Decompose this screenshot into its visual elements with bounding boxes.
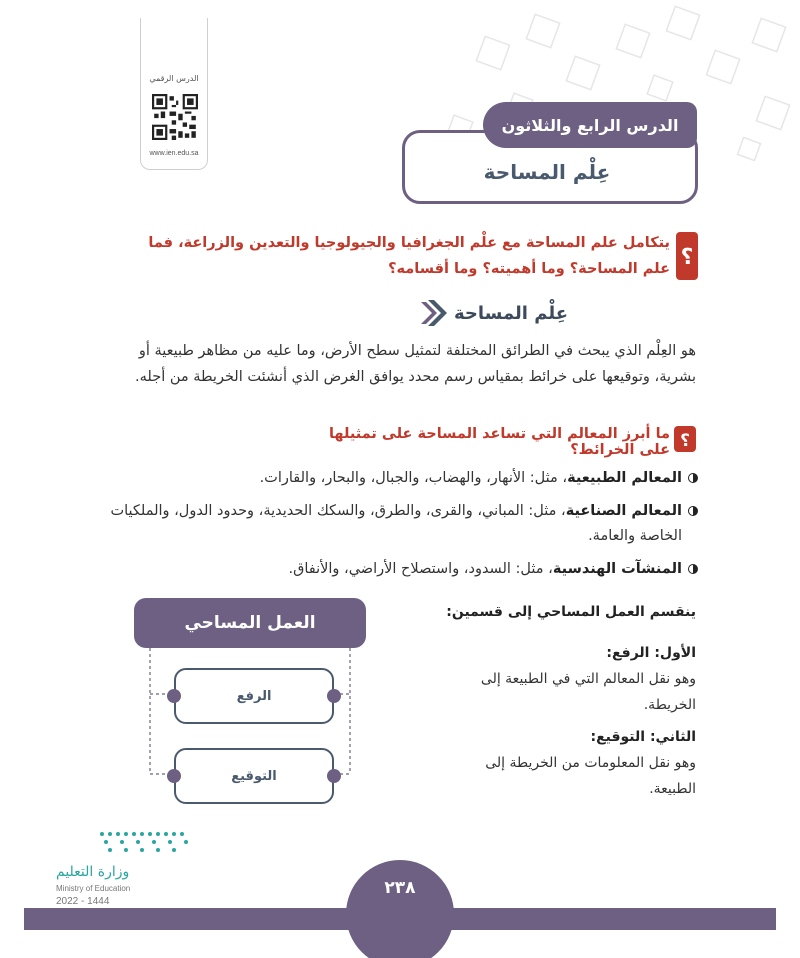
connector-dot xyxy=(327,689,341,703)
ministry-logo xyxy=(56,828,196,908)
connector-dot xyxy=(167,689,181,703)
logo-dots-icon xyxy=(96,828,192,858)
ministry-name-ar: وزارة التعليم xyxy=(56,864,130,880)
page-number-badge xyxy=(346,860,454,958)
digital-lesson-label: الدرس الرقمي xyxy=(149,74,199,83)
svg-text:؟: ؟ xyxy=(680,431,690,451)
page-number: ٢٣٨ xyxy=(384,878,416,898)
edition-year: 2022 - 1444 xyxy=(56,896,110,907)
diagram-title: العمل المساحي xyxy=(134,598,366,648)
list-item: المعالم الصناعية، مثل: المباني، والقرى، والطرق، والسكك الحديدية، وحدود الدول، والملكيات الخاصة والعامة. xyxy=(100,499,698,549)
division-first xyxy=(440,640,696,718)
question-mark-icon xyxy=(676,232,698,280)
digital-lesson-url[interactable]: www.ien.edu.sa xyxy=(149,150,199,157)
survey-work-diagram xyxy=(134,598,366,822)
section-heading xyxy=(420,296,696,330)
definition-paragraph: هو العِلْم الذي يبحث في الطرائق المختلفة لتمثيل سطح الأرض، وما عليه من مظاهر طبيعية أو بشرية، وتوقيعها على خرائط بمقياس رسم محدد يوافق الغرض الذي أنشئت الخريطة من أجله. xyxy=(135,343,696,385)
lesson-number-tab: الدرس الرابع والثلاثون xyxy=(483,102,697,148)
bullet-icon xyxy=(688,473,698,483)
diagram-node-surveying: الرفع xyxy=(174,668,334,724)
svg-text:؟: ؟ xyxy=(680,245,694,270)
features-list xyxy=(100,466,698,590)
division-first-title: الأول: الرفع: xyxy=(606,645,696,661)
intro-question: يتكامل علم المساحة مع علْم الجغرافيا والجيولوجيا والتعدين والزراعة، فما علم المساحة؟ وما أهميته؟ وما أقسامه؟ xyxy=(148,235,670,277)
bullet-icon xyxy=(688,506,698,516)
digital-lesson-tab[interactable] xyxy=(140,18,208,170)
bullet-icon xyxy=(688,564,698,574)
division-second-text: وهو نقل المعلومات من الخريطة إلى الطبيعة. xyxy=(485,755,696,797)
diagram-node-staking: التوقيع xyxy=(174,748,334,804)
qr-code-icon[interactable] xyxy=(152,94,198,140)
divisions-intro: ينقسم العمل المساحي إلى قسمين: xyxy=(446,604,696,620)
ministry-name-en: Ministry of Education xyxy=(56,884,131,893)
double-chevron-icon xyxy=(420,300,448,326)
features-question: ما أبرز المعالم التي تساعد المساحة على تمثيلها على الخرائط؟ xyxy=(328,426,670,458)
division-first-text: وهو نقل المعالم التي في الطبيعة إلى الخريطة. xyxy=(480,671,696,713)
connector-dot xyxy=(327,769,341,783)
division-second-title: الثاني: التوقيع: xyxy=(590,729,696,745)
list-item: المنشآت الهندسية، مثل: السدود، واستصلاح الأراضي، والأنفاق. xyxy=(100,557,698,582)
section-heading-text: عِلْم المساحة xyxy=(454,302,568,324)
division-second xyxy=(440,724,696,802)
list-item: المعالم الطبيعية، مثل: الأنهار، والهضاب، والجبال، والبحار، والقارات. xyxy=(100,466,698,491)
lesson-title: عِلْم المساحة xyxy=(483,160,611,184)
question-mark-icon xyxy=(674,426,696,452)
connector-dot xyxy=(167,769,181,783)
